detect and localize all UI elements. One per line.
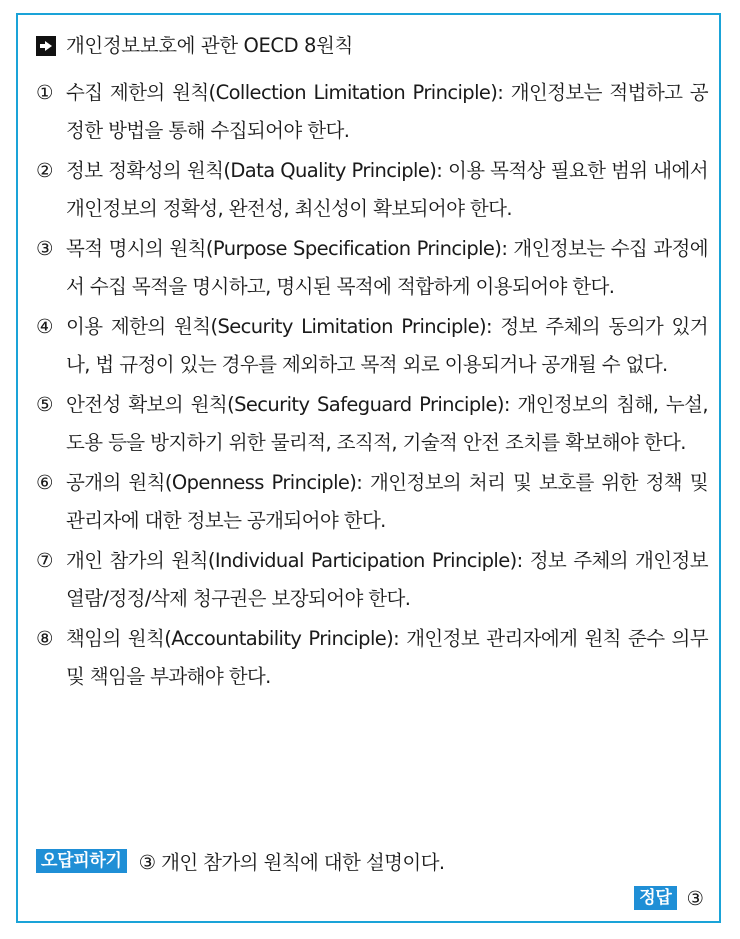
- item-text: 정보 정확성의 원칙(Data Quality Principle): 이용 목적상 필요한 범위 내에서 개인정보의 정확성, 완전성, 최신성이 확보되어야 한다.: [66, 159, 708, 220]
- item-number: ②: [36, 159, 53, 182]
- item-number: ⑧: [36, 627, 53, 650]
- answer-badge: 정답: [634, 886, 676, 910]
- item-text: 수집 제한의 원칙(Collection Limitation Principle): 개인정보는 적법하고 공정한 방법을 통해 수집되어야 한다.: [66, 81, 708, 142]
- section-title: [36, 34, 353, 58]
- list-item: [36, 386, 708, 462]
- item-text: 개인 참가의 원칙(Individual Participation Principle): 정보 주체의 개인정보 열람/정정/삭제 청구권은 보장되어야 한다.: [66, 549, 708, 610]
- list-item: [36, 308, 708, 384]
- item-text: 책임의 원칙(Accountability Principle): 개인정보 관리자에게 원칙 준수 의무 및 책임을 부과해야 한다.: [66, 627, 708, 688]
- item-number: ⑤: [36, 393, 53, 416]
- section-title-text: 개인정보보호에 관한 OECD 8원칙: [66, 34, 353, 57]
- wrong-answer-note: [36, 847, 444, 875]
- item-text: 안전성 확보의 원칙(Security Safeguard Principle): 개인정보의 침해, 누설, 도용 등을 방지하기 위한 물리적, 조직적, 기술적 안전 조치를 확보해야 한다.: [66, 393, 708, 454]
- list-item: [36, 620, 708, 696]
- list-item: [36, 74, 708, 150]
- item-number: ⑦: [36, 549, 53, 572]
- list-item: [36, 230, 708, 306]
- item-number: ⑥: [36, 471, 53, 494]
- list-item: [36, 542, 708, 618]
- principles-list: [36, 74, 708, 698]
- list-item: [36, 152, 708, 228]
- item-text: 공개의 원칙(Openness Principle): 개인정보의 처리 및 보호를 위한 정책 및 관리자에 대한 정보는 공개되어야 한다.: [66, 471, 708, 532]
- item-number: ④: [36, 315, 53, 338]
- item-text: 목적 명시의 원칙(Purpose Specification Principle): 개인정보는 수집 과정에서 수집 목적을 명시하고, 명시된 목적에 적합하게 이용되어야 한다.: [66, 237, 708, 298]
- list-item: [36, 464, 708, 540]
- item-number: ③: [36, 237, 53, 260]
- item-text: 이용 제한의 원칙(Security Limitation Principle): 정보 주체의 동의가 있거나, 법 규정이 있는 경우를 제외하고 목적 외로 이용되거나 공개될 수 없다.: [66, 315, 708, 376]
- note-text: ③ 개인 참가의 원칙에 대한 설명이다.: [138, 851, 445, 874]
- answer-row: [634, 886, 704, 910]
- right-arrow-box-icon: [36, 36, 56, 56]
- note-badge: 오답피하기: [36, 849, 127, 873]
- item-number: ①: [36, 81, 53, 104]
- answer-value: ③: [686, 886, 704, 910]
